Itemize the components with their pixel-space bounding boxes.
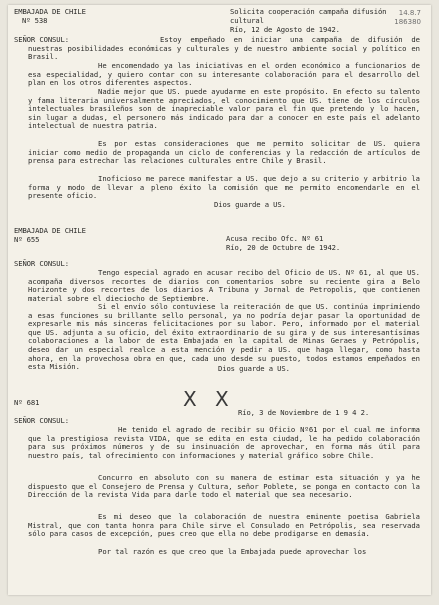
embassy-header-1: EMBAJADA DE CHILE [14, 7, 86, 16]
letter-date-1: Río, 12 de Agosto de 1942. [230, 25, 340, 34]
letter2-paragraph-1: Tengo especial agrado en acusar recibo del Oficio de US. Nº 61, al que US. acompaña diversos recortes de diarios con comentarios sobre su reciente gira a Belo Horizonte y dos recortes de los diarios A Tribuna y Jornal de Petropolis, que contienen material sobre el dieciocho de Septiembre. [28, 268, 420, 303]
letter2-paragraph-2: Si el envío sólo contuviese la reiteración de que US. continúa imprimiendo a esas funciones su brillante sello personal, ya no podría dejar pasar la oportunidad de expresarle mis más sinceras felicitaciones por su labor. Pero, informado por el material que US. adjunta a su oficio, del éxito extraordinario de su gira y de sus interesantísimas colaboraciones a la labor de esta Embajada en la capital de Minas Geraes y Petrópolis, deseo dar un especial realce a esta mención y pedir a US. que haga llegar, como hasta ahora, en la provechosa obra en que, cada uno desde su puesto, todos estamos empeñados en esta Misión. [28, 302, 420, 372]
letter1-paragraph-3: Nadie mejor que US. puede ayudarme en este propósito. En efecto su talento y fama literaria universalmente apreciados, el conocimiento que US. tiene de los círculos intelectuales brasileños son de inapreciable valor para el fin que pretendo y lo hacen, sin lugar a dudas, el personero más indicado para dar a conocer en este país el adelanto intelectual de nuestra patria. [28, 87, 420, 131]
letter3-paragraph-1: He tenido el agrado de recibir su Oficio Nº61 por el cual me informa que la prestigiosa revista VIDA, que se edita en esta ciudad, le ha pedido colaboración para sus próximos números y de su insinuación de aprovechar, en forma más útil para nuestro país, tal ofrecimiento con informaciones y material gráfico sobre Chile. [28, 425, 420, 460]
letter-number-2: Nº 655 [14, 235, 40, 244]
handwritten-x-marks: X X [183, 387, 235, 411]
letter-reference-2: Acusa recibo Ofc. Nº 61 [226, 234, 324, 243]
letter1-paragraph-2: He encomendado ya las iniciativas en el orden económico a funcionarios de esa especialidad, y quiero contar con su interesante colaboración para el desarrollo del plan en los otros diferentes aspectos. [28, 61, 420, 88]
letter3-paragraph-4: Por tal razón es que creo que la Embajada puede aprovechar los [98, 547, 367, 556]
letter-number-1: Nº 538 [22, 16, 48, 25]
document-page [8, 5, 431, 595]
pencil-note-line2: 186380 [394, 18, 421, 26]
letter-date-3: Río, 3 de Noviembre de 1 9 4 2. [238, 408, 370, 417]
salutation-3: SEÑOR CONSUL: [14, 416, 69, 425]
letter1-paragraph-5: Inoficioso me parece manifestar a US. que dejo a su criterio y arbitrio la forma y modo de llevar a pleno éxito la comisión que me permito encomendarle en el presente oficio. [28, 174, 420, 201]
letter3-paragraph-2: Concurro en absoluto con su manera de estimar esta situación y ya he dispuesto que el Consejero de Prensa y Cultura, señor Poblete, se ponga en contacto con la Dirección de la revista Vida para darle todo el material que sea necesario. [28, 473, 420, 500]
letter-date-2: Río, 20 de Octubre de 1942. [226, 243, 341, 252]
salutation-1: SEÑOR CONSUL: [14, 35, 69, 44]
embassy-header-2: EMBAJADA DE CHILE [14, 226, 86, 235]
closing-2: Dios guarde a US. [218, 364, 290, 373]
closing-1: Dios guarde a US. [214, 200, 286, 209]
letter1-paragraph-1: Estoy empeñado en iniciar una campaña de difusión de nuestras posibilidades económicas y culturales y de nuestro ambiente social y político en Brasil. [28, 35, 420, 62]
letter1-paragraph-4: Es por estas consideraciones que me permito solicitar de US. quiera iniciar como medio de propaganda un ciclo de conferencias y la redacción de artículos de prensa para estrechar las relaciones culturales entre Chile y Brasil. [28, 139, 420, 166]
letter-number-3: Nº 681 [14, 398, 40, 407]
pencil-note-line1: 14.8.7 [398, 9, 421, 17]
letter3-paragraph-3: Es mi deseo que la colaboración de nuestra eminente poetisa Gabriela Mistral, que con tanta honra para Chile sirve el Consulado en Petrópolis, sea reservada sólo para casos de excepción, pues creo que ella no debe prodigarse en demasía. [28, 512, 420, 539]
letter-subject-1: Solicita cooperación campaña difusión cultural [230, 7, 387, 25]
salutation-2: SEÑOR CONSUL: [14, 259, 69, 268]
